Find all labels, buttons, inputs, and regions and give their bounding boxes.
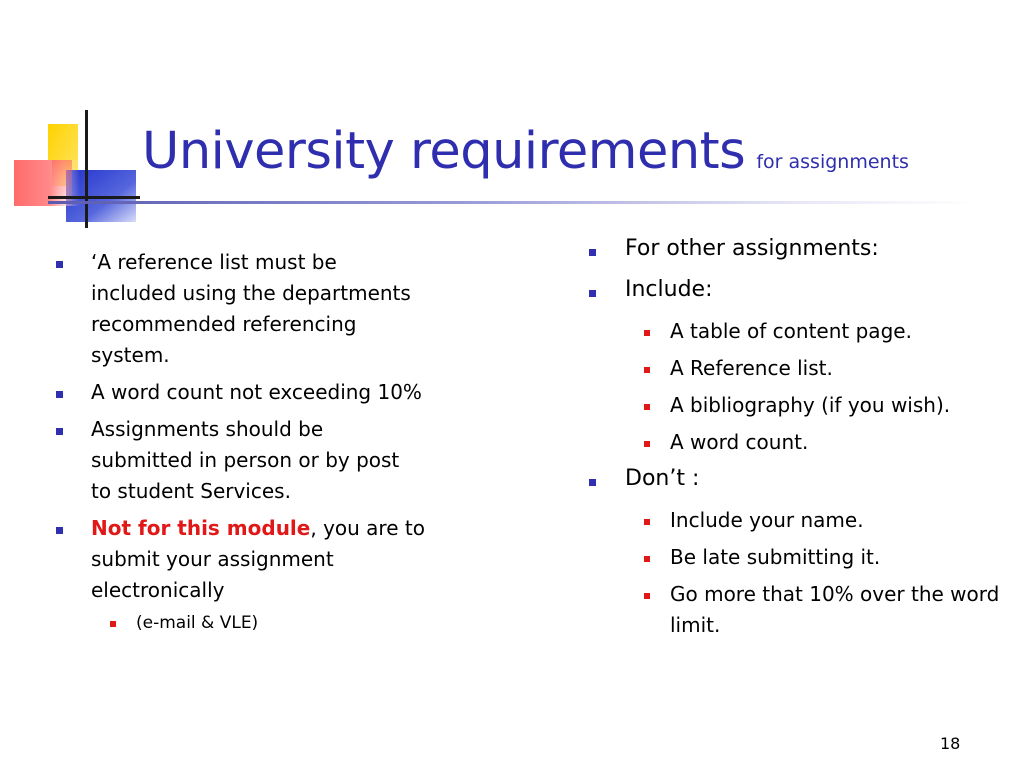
list-item-text: A word count not exceeding 10% — [91, 380, 422, 404]
sub-list-item-text: Be late submitting it. — [670, 545, 881, 569]
bullet-square-icon — [589, 290, 596, 297]
right-column — [588, 234, 1008, 647]
sub-list-item — [110, 610, 425, 636]
dont-sub-list — [588, 505, 1008, 641]
list-item — [588, 234, 1008, 264]
bullet-square-small-icon — [110, 621, 116, 627]
sub-list-item-text: A word count. — [670, 430, 809, 454]
bullet-square-small-icon — [644, 404, 650, 410]
list-item — [55, 247, 425, 371]
right-bullet-list — [588, 234, 1008, 305]
sub-list-item-text: (e-mail & VLE) — [136, 613, 259, 633]
list-item — [55, 513, 425, 606]
bullet-square-small-icon — [644, 330, 650, 336]
bullet-square-icon — [56, 527, 63, 534]
sub-list-item-text: Go more that 10% over the word limit. — [670, 582, 1000, 637]
bullet-square-icon — [56, 391, 63, 398]
page-number: 18 — [940, 734, 961, 753]
sub-list-item — [644, 316, 1008, 347]
bullet-square-icon — [589, 479, 596, 486]
slide-title-main: University requirements — [142, 122, 746, 181]
sub-list-item — [644, 427, 1008, 458]
bullet-square-small-icon — [644, 593, 650, 599]
slide-title-sub: for assignments — [756, 151, 909, 173]
bullet-square-small-icon — [644, 519, 650, 525]
bullet-square-small-icon — [644, 441, 650, 447]
list-item-text: For other assignments: — [625, 236, 879, 261]
list-item — [55, 414, 425, 507]
left-column — [55, 247, 425, 636]
sub-list-item — [644, 579, 1008, 641]
list-item — [588, 464, 1008, 494]
right-bullet-list-continued — [588, 464, 1008, 494]
left-bullet-list — [55, 247, 425, 636]
bullet-square-icon — [589, 249, 596, 256]
deco-vertical-line — [85, 110, 88, 228]
emphasis-text: Not for this module — [91, 516, 311, 540]
bullet-square-icon — [56, 428, 63, 435]
title-underline — [48, 201, 978, 204]
bullet-square-small-icon — [644, 367, 650, 373]
sub-list-item-text: Include your name. — [670, 508, 864, 532]
bullet-square-icon — [56, 261, 63, 268]
sub-list-item — [644, 353, 1008, 384]
list-item-text: Assignments should be submitted in person or by post to student Services. — [91, 417, 400, 503]
include-sub-list — [588, 316, 1008, 458]
sub-list-item-text: A table of content page. — [670, 319, 912, 343]
list-item — [55, 377, 425, 408]
list-item — [588, 275, 1008, 305]
slide-title — [142, 122, 909, 181]
sub-list-item — [644, 390, 1008, 421]
sub-list-item-text: A bibliography (if you wish). — [670, 393, 951, 417]
slide-decoration — [0, 0, 140, 240]
sub-list-item-text: A Reference list. — [670, 356, 833, 380]
list-item-text: Don’t : — [625, 466, 700, 491]
deco-horizontal-line — [48, 196, 140, 199]
list-item-text: ‘A reference list must be included using the departments recommended referencing system. — [91, 250, 411, 367]
sub-list-item — [644, 505, 1008, 536]
list-item-text: Include: — [625, 277, 713, 302]
sub-list-item — [644, 542, 1008, 573]
list-item-text: , you are to submit your assignment electronically — [91, 516, 425, 602]
bullet-square-small-icon — [644, 556, 650, 562]
